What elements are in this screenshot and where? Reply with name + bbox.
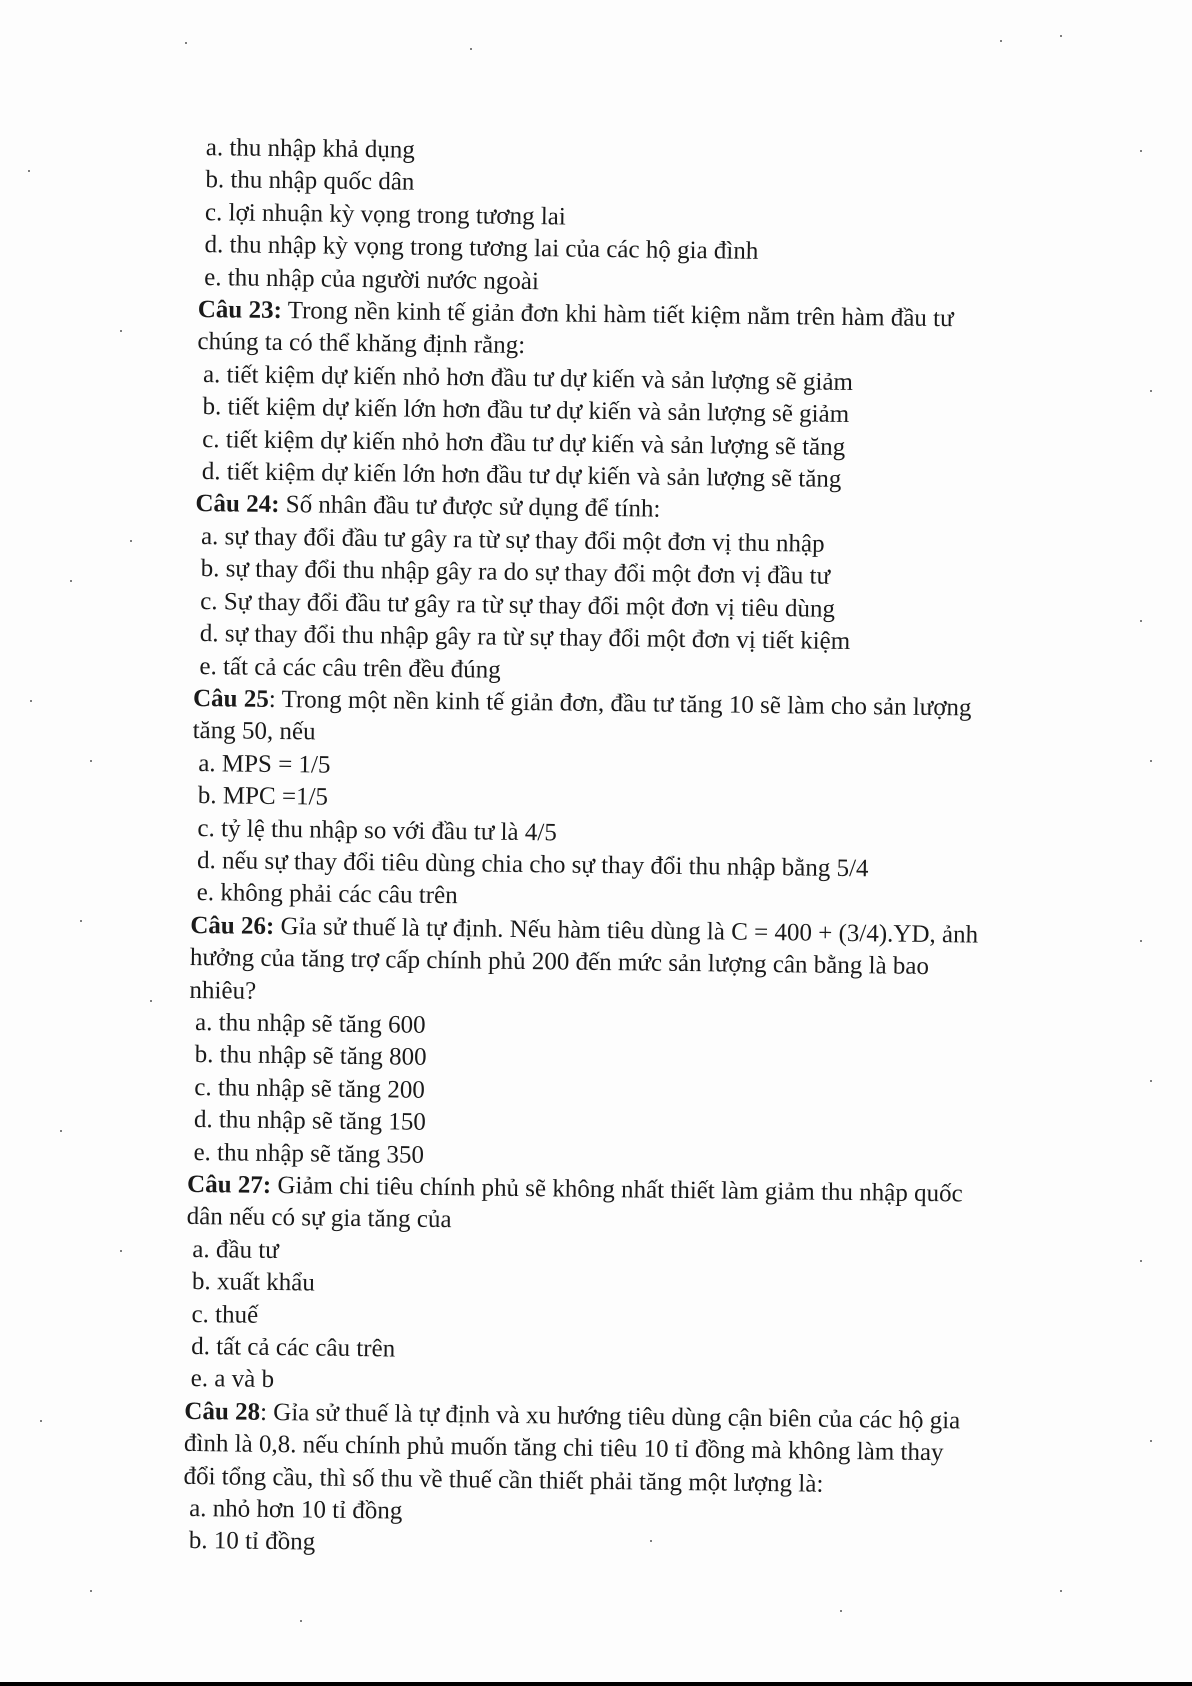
answer-option: b. xuất khẩu [191,1268,315,1297]
answer-option: e. không phải các câu trên [196,879,458,910]
scan-speck [470,48,472,50]
scan-speck [120,1250,122,1252]
question-number: Câu 26: [190,911,275,940]
question-number: Câu 23: [197,296,283,325]
answer-option: b. 10 tỉ đồng [188,1527,316,1556]
answer-option: c. tỷ lệ thu nhập so với đầu tư là 4/5 [197,814,557,846]
scan-speck [1140,150,1142,152]
answer-option: e. a và b [190,1365,275,1394]
answer-option: d. thu nhập sẽ tăng 150 [193,1106,427,1137]
answer-option: d. tất cả các câu trên [190,1333,396,1363]
scan-speck [40,1420,42,1422]
scan-speck [28,170,30,172]
answer-option: c. lợi nhuận kỳ vọng trong tương lai [204,198,566,231]
answer-option: b. thu nhập quốc dân [205,166,415,197]
scan-speck [1060,1590,1062,1592]
answer-option: c. thuế [191,1300,259,1329]
question-number: Câu 24: [195,490,280,519]
scan-speck [30,700,32,702]
answer-option: a. thu nhập sẽ tăng 600 [194,1008,426,1039]
question-continuation: đình là 0,8. nếu chính phủ muốn tăng chi tiêu 10 tỉ đồng mà không làm thay [183,1430,944,1467]
answer-option: c. tiết kiệm dự kiến nhỏ hơn đầu tư dự kiến và sản lượng sẽ tăng [202,425,846,461]
answer-option: b. tiết kiệm dự kiến lớn hơn đầu tư dự kiến và sản lượng sẽ giảm [202,393,850,429]
answer-option: d. sự thay đổi thu nhập gây ra từ sự thay đổi một đơn vị tiết kiệm [199,620,851,656]
scan-speck [1150,1440,1152,1442]
question-continuation: dân nếu có sự gia tăng của [186,1203,452,1234]
question-text: Số nhân đầu tư được sử dụng để tính: [279,491,661,524]
scan-speck [1140,1260,1142,1262]
answer-option: a. tiết kiệm dự kiến nhỏ hơn đầu tư dự kiến và sản lượng sẽ giảm [202,360,854,396]
question-text: : Gỉa sử thuế là tự định và xu hướng tiêu dùng cận biên của các hộ gia [259,1398,961,1435]
scan-speck [1150,1080,1152,1082]
question-text: Trong nền kinh tế giản đơn khi hàm tiết kiệm nằm trên hàm đầu tư [281,297,954,333]
scan-speck [60,1130,62,1132]
scan-speck [650,1540,652,1542]
question-continuation: nhiêu? [189,976,257,1005]
question-text: : Trong một nền kinh tế giản đơn, đầu tư tăng 10 sẽ làm cho sản lượng [268,685,972,722]
scan-speck [90,1590,92,1592]
scan-speck [90,760,92,762]
answer-option: e. tất cả các câu trên đều đúng [199,652,501,684]
scan-speck [185,42,187,44]
scan-speck [1150,760,1152,762]
answer-option: a. đầu tư [192,1235,279,1264]
scan-speck [1140,620,1142,622]
question-number: Câu 28 [184,1397,261,1426]
scan-speck [150,1000,152,1002]
scan-speck [300,1620,302,1622]
answer-option: a. nhỏ hơn 10 tỉ đồng [189,1495,403,1525]
answer-option: a. MPS = 1/5 [198,749,331,779]
answer-option: e. thu nhập sẽ tăng 350 [193,1138,425,1169]
answer-option: a. thu nhập khả dụng [205,134,415,164]
answer-option: b. thu nhập sẽ tăng 800 [194,1041,427,1072]
scan-speck [1150,390,1152,392]
scan-speck [80,920,82,922]
answer-option: e. thu nhập của người nước ngoài [204,263,540,295]
answer-option: d. thu nhập kỳ vọng trong tương lai của các hộ gia đình [204,231,759,266]
question-text: Giảm chi tiêu chính phủ sẽ không nhất thiết làm giảm thu nhập quốc [271,1171,963,1208]
question-continuation: hưởng của tăng trợ cấp chính phủ 200 đến mức sản lượng cân bằng là bao [189,944,930,981]
scan-speck [130,540,132,542]
answer-option: b. MPC =1/5 [197,782,329,811]
answer-option: b. sự thay đổi thu nhập gây ra do sự thay đổi một đơn vị đầu tư [200,555,831,591]
scan-speck [70,580,72,582]
question-text: Gỉa sử thuế là tự định. Nếu hàm tiêu dùng là C = 400 + (3/4).YD, ảnh [274,912,979,949]
scan-speck [1060,35,1062,37]
scan-speck [840,1610,842,1612]
answer-option: d. tiết kiệm dự kiến lớn hơn đầu tư dự kiến và sản lượng sẽ tăng [201,458,842,493]
question-number: Câu 25 [192,684,269,713]
question-continuation: đổi tổng cầu, thì số thu về thuế cần thiết phải tăng một lượng là: [183,1462,824,1498]
question-continuation: tăng 50, nếu [192,717,316,746]
answer-option: d. nếu sự thay đổi tiêu dùng chia cho sự thay đổi thu nhập bằng 5/4 [196,846,869,883]
question-number: Câu 27: [186,1170,272,1199]
scan-speck [1000,40,1002,42]
question-continuation: chúng ta có thể khăng định rằng: [197,328,526,360]
answer-option: a. sự thay đổi đầu tư gây ra từ sự thay đổi một đơn vị thu nhập [200,522,825,558]
scan-speck [120,330,122,332]
scan-bottom-edge [0,1682,1192,1686]
answer-option: c. Sự thay đổi đầu tư gây ra từ sự thay đổi một đơn vị tiêu dùng [200,587,836,623]
scan-speck [1140,940,1142,942]
answer-option: c. thu nhập sẽ tăng 200 [194,1073,425,1104]
page-content [183,132,1100,1569]
